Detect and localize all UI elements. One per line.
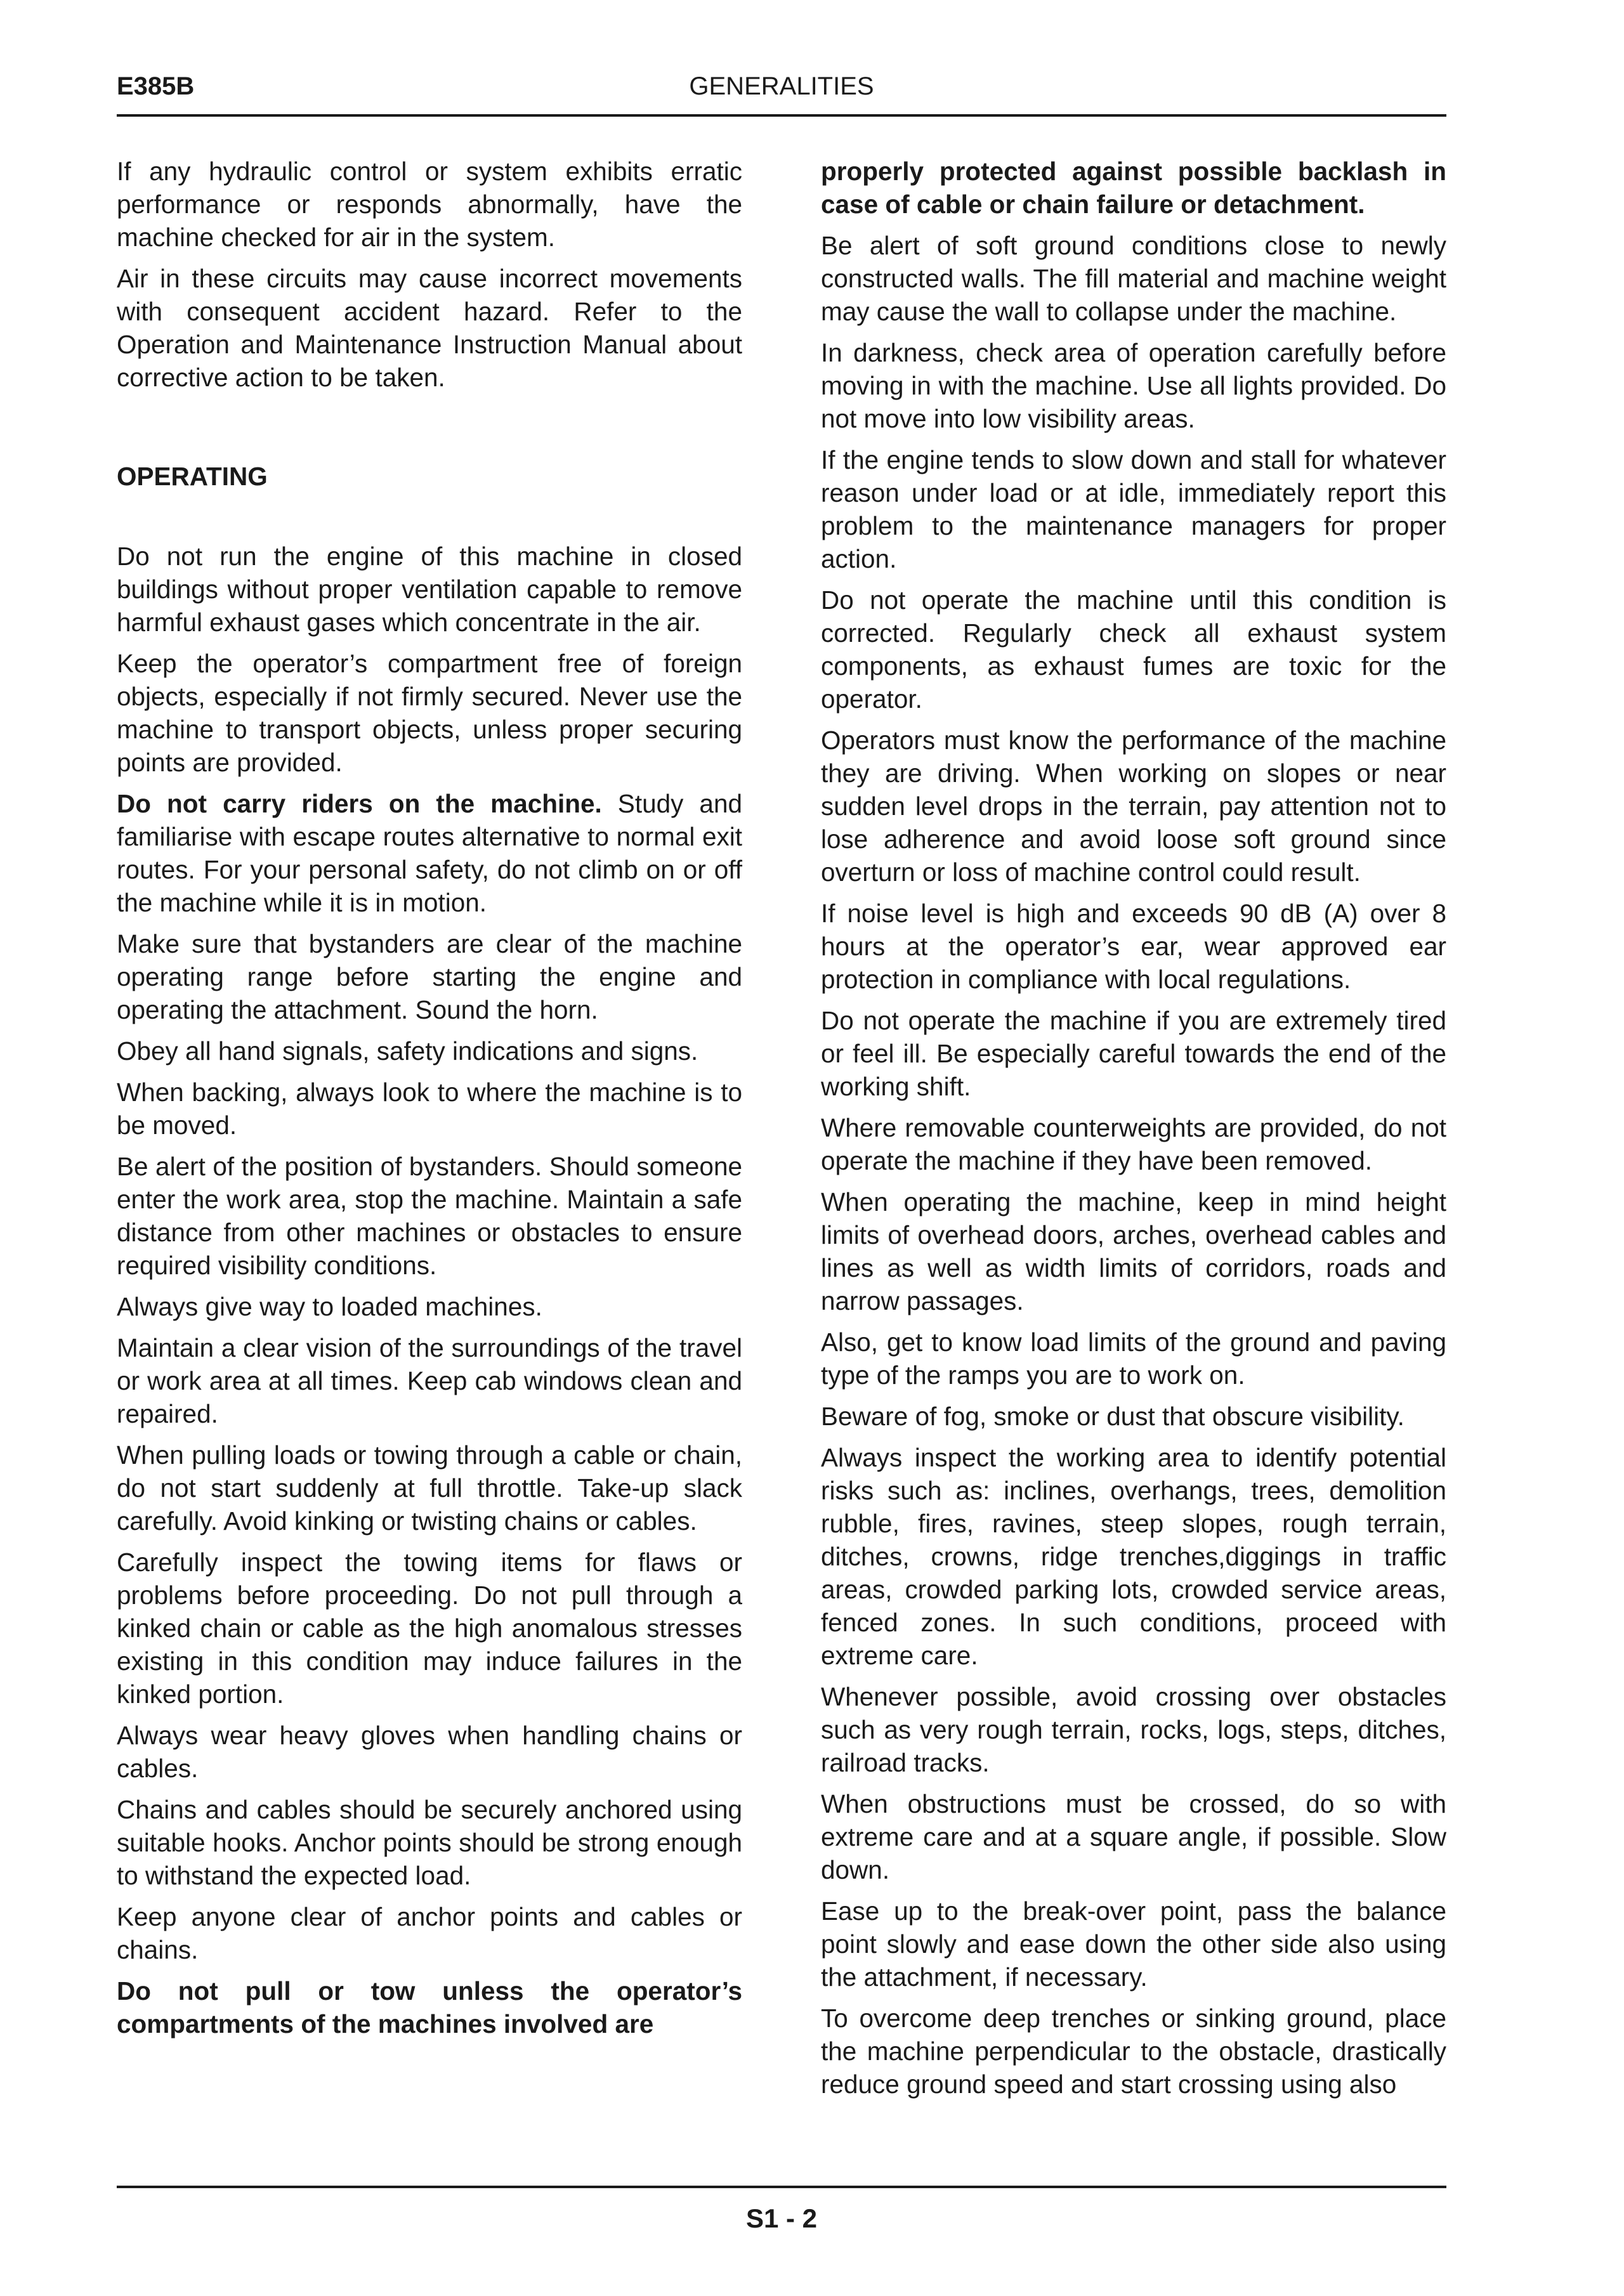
paragraph: Operators must know the performance of the machine they are driving. When working on slopes or near sudden level drops in the terrain, pay attention not to lose adherence and avoid loose soft ground since overturn or loss of machine control could result. (821, 726, 1446, 887)
paragraph: When pulling loads or towing through a cable or chain, do not start suddenly at full throttle. Take-up slack carefully. Avoid kinking or twisting chains or cables. (117, 1440, 742, 1536)
header-rule (117, 114, 1446, 117)
paragraph-bold: Do not pull or tow unless the operator’s compartments of the machines involved are (117, 1976, 742, 2038)
section-title: GENERALITIES (689, 72, 874, 100)
paragraph (117, 787, 742, 919)
section-heading: OPERATING (117, 462, 268, 491)
paragraph: If any hydraulic control or system exhibits erratic performance or responds abnormally, have the machine checked for air in the system. (117, 157, 742, 252)
paragraph: Where removable counterweights are provided, do not operate the machine if they have been removed. (821, 1113, 1446, 1175)
paragraph: Carefully inspect the towing items for flaws or problems before proceeding. Do not pull through a kinked chain or cable as the high anomalous stresses existing in this condition may induce failures in the kinked portion. (117, 1548, 742, 1709)
paragraph: Beware of fog, smoke or dust that obscure visibility. (821, 1402, 1405, 1431)
bold-text: Do not carry riders on the machine. (117, 789, 602, 818)
left-column (117, 155, 742, 2049)
paragraph: Keep anyone clear of anchor points and cables or chains. (117, 1902, 742, 1964)
paragraph: When obstructions must be crossed, do so with extreme care and at a square angle, if possible. Slow down. (821, 1789, 1446, 1884)
paragraph: When operating the machine, keep in mind height limits of overhead doors, arches, overhead cables and lines as well as width limits of corridors, roads and narrow passages. (821, 1187, 1446, 1315)
paragraph: In darkness, check area of operation carefully before moving in with the machine. Use all lights provided. Do not move into low visibility areas. (821, 338, 1446, 433)
paragraph: Obey all hand signals, safety indications and signs. (117, 1036, 698, 1066)
paragraph-bold: properly protected against possible backlash in case of cable or chain failure or detachment. (821, 157, 1446, 219)
paragraph: Always inspect the working area to identify potential risks such as: inclines, overhangs, trees, demolition rubble, fires, ravines, steep slopes, rough terrain, ditches, crowns, ridge trenches,diggings in traffic areas, crowded parking lots, crowded service areas, fenced zones. In such conditions, proceed with extreme care. (821, 1443, 1446, 1670)
paragraph: When backing, always look to where the machine is to be moved. (117, 1078, 742, 1140)
paragraph: If noise level is high and exceeds 90 dB (A) over 8 hours at the operator’s ear, wear approved ear protection in compliance with local regulations. (821, 899, 1446, 994)
text: Study and familiarise with escape routes alternative to normal exit routes. For your personal safety, do not climb on or off the machine while it is in motion. (117, 789, 742, 917)
paragraph: To overcome deep trenches or sinking ground, place the machine perpendicular to the obstacle, drastically reduce ground speed and start crossing using also (821, 2004, 1446, 2099)
paragraph: Be alert of soft ground conditions close to newly constructed walls. The fill material and machine weight may cause the wall to collapse under the machine. (821, 231, 1446, 326)
paragraph: Be alert of the position of bystanders. Should someone enter the work area, stop the machine. Maintain a safe distance from other machines or obstacles to ensure required visibility conditions. (117, 1152, 742, 1280)
paragraph: Do not run the engine of this machine in closed buildings without proper ventilation capable to remove harmful exhaust gases which concentrate in the air. (117, 542, 742, 637)
model-code: E385B (117, 72, 195, 100)
paragraph: Always wear heavy gloves when handling chains or cables. (117, 1721, 742, 1783)
paragraph: If the engine tends to slow down and stall for whatever reason under load or at idle, immediately report this problem to the maintenance managers for proper action. (821, 445, 1446, 573)
paragraph: Ease up to the break-over point, pass the balance point slowly and ease down the other side also using the attachment, if necessary. (821, 1896, 1446, 1992)
page-number: S1 - 2 (745, 2203, 818, 2233)
paragraph: Also, get to know load limits of the ground and paving type of the ramps you are to work on. (821, 1327, 1446, 1390)
paragraph: Keep the operator’s compartment free of foreign objects, especially if not firmly secured. Never use the machine to transport objects, unless proper securing points are provided. (117, 649, 742, 777)
paragraph: Maintain a clear vision of the surroundings of the travel or work area at all times. Keep cab windows clean and repaired. (117, 1333, 742, 1428)
page-header (117, 67, 1446, 105)
paragraph: Chains and cables should be securely anchored using suitable hooks. Anchor points should be strong enough to withstand the expected load. (117, 1795, 742, 1890)
footer-rule (117, 2186, 1446, 2188)
paragraph: Always give way to loaded machines. (117, 1292, 542, 1321)
right-column (821, 155, 1446, 2109)
paragraph: Make sure that bystanders are clear of the machine operating range before starting the engine and operating the attachment. Sound the horn. (117, 929, 742, 1024)
paragraph: Do not operate the machine until this condition is corrected. Regularly check all exhaust system components, as exhaust fumes are toxic for the operator. (821, 585, 1446, 714)
paragraph: Whenever possible, avoid crossing over obstacles such as very rough terrain, rocks, logs, steps, ditches, railroad tracks. (821, 1682, 1446, 1777)
paragraph: Do not operate the machine if you are extremely tired or feel ill. Be especially careful towards the end of the working shift. (821, 1006, 1446, 1101)
paragraph: Air in these circuits may cause incorrect movements with consequent accident hazard. Refer to the Operation and Maintenance Instruction Manual about corrective action to be taken. (117, 264, 742, 392)
